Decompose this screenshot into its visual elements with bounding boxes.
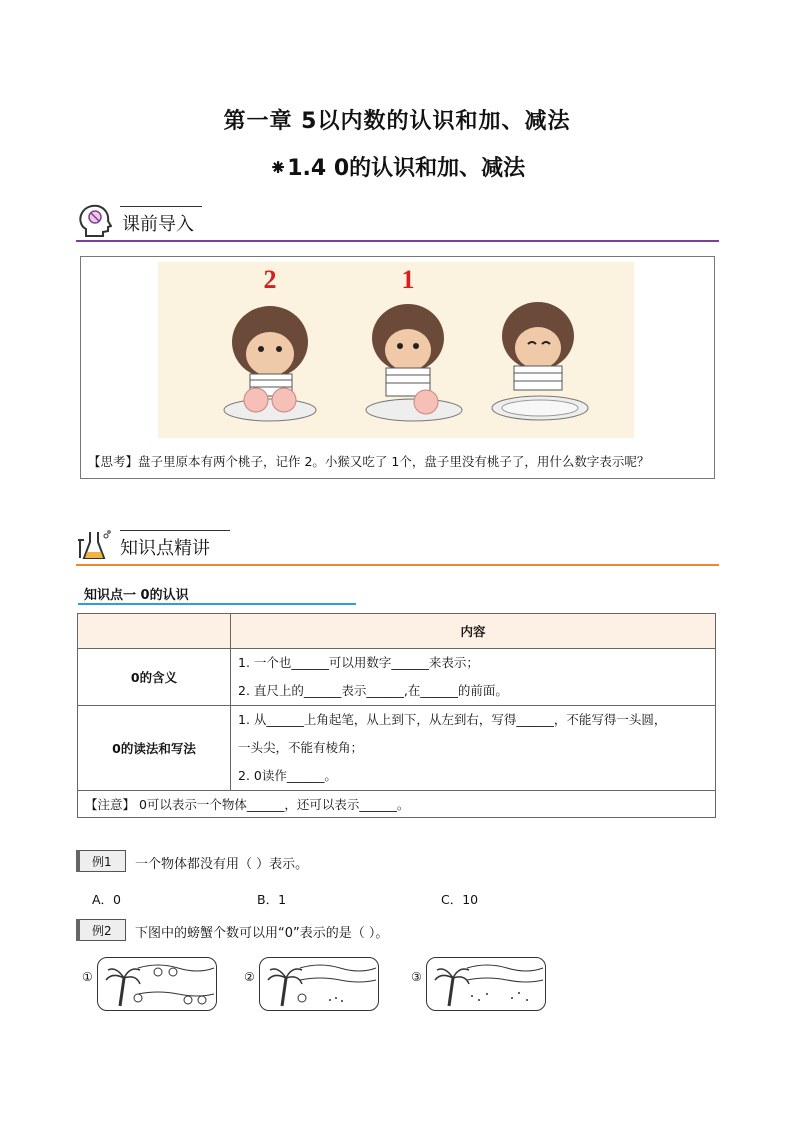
note-row [78, 791, 716, 818]
knowledge-point-title: 知识点一 0的认识 [84, 588, 189, 603]
table-row [78, 706, 716, 791]
chapter-title: 第一章 5以内数的认识和加、减法 [223, 109, 571, 134]
option-c[interactable]: C．10 [441, 892, 479, 907]
row-line: 一头尖，不能有棱角； [238, 740, 364, 755]
title-underline [78, 603, 356, 605]
beach-picture-no-crab[interactable] [426, 957, 546, 1011]
beach-picture-one-crab[interactable] [259, 957, 379, 1011]
example-question: 下图中的螃蟹个数可以用“0”表示的是（ ）。 [135, 926, 389, 941]
monkey-figure [492, 302, 588, 420]
example-label-box [76, 850, 128, 872]
brain-head-icon [76, 202, 112, 240]
section-label-intro: 课前导入 [122, 214, 194, 235]
note-text: 【注意】 0可以表示一个物体______，还可以表示______。 [78, 791, 716, 818]
flask-icon [76, 528, 112, 564]
choice-marker[interactable]: ③ [411, 970, 422, 984]
row-line: 2. 直尺上的______表示______,在______的前面。 [238, 683, 508, 698]
section-header-knowledge [76, 526, 719, 566]
option-a[interactable]: A．0 [92, 892, 122, 907]
number-label: 2 [263, 265, 277, 294]
section-label-knowledge: 知识点精讲 [120, 538, 210, 559]
table-header-content: 内容 [231, 614, 716, 649]
monkey-figure [224, 306, 316, 421]
choice-marker[interactable]: ② [244, 970, 255, 984]
monkey-figure [366, 304, 462, 421]
think-question: 【思考】盘子里原本有两个桃子，记作 2。小猴又吃了 1个，盘子里没有桃子了，用什么数字表示呢？ [88, 454, 650, 469]
section-header-intro [76, 202, 719, 242]
lesson-title: ⁕1.4 0的认识和加、减法 [268, 156, 526, 181]
row-line: 1. 从______上角起笔，从上到下，从左到右，写得______，不能写得一头圆， [238, 712, 667, 727]
row-line: 1. 一个也______可以用数字______来表示； [238, 655, 479, 670]
table-row [78, 649, 716, 706]
row-line: 2. 0读作______。 [238, 768, 337, 783]
example-label: 例1 [92, 855, 112, 869]
example-label-box [76, 919, 128, 941]
option-b[interactable]: B．1 [257, 892, 287, 907]
knowledge-table [77, 613, 716, 818]
monkey-peach-illustration [158, 262, 634, 438]
table-header-row [78, 614, 716, 649]
row-label: 0的含义 [78, 649, 231, 706]
row-label: 0的读法和写法 [78, 706, 231, 791]
choice-marker[interactable]: ① [82, 970, 93, 984]
number-label: 1 [401, 265, 415, 294]
example-question: 一个物体都没有用（ ）表示。 [135, 857, 309, 872]
example-label: 例2 [92, 924, 112, 938]
beach-picture-with-crabs[interactable] [97, 957, 217, 1011]
